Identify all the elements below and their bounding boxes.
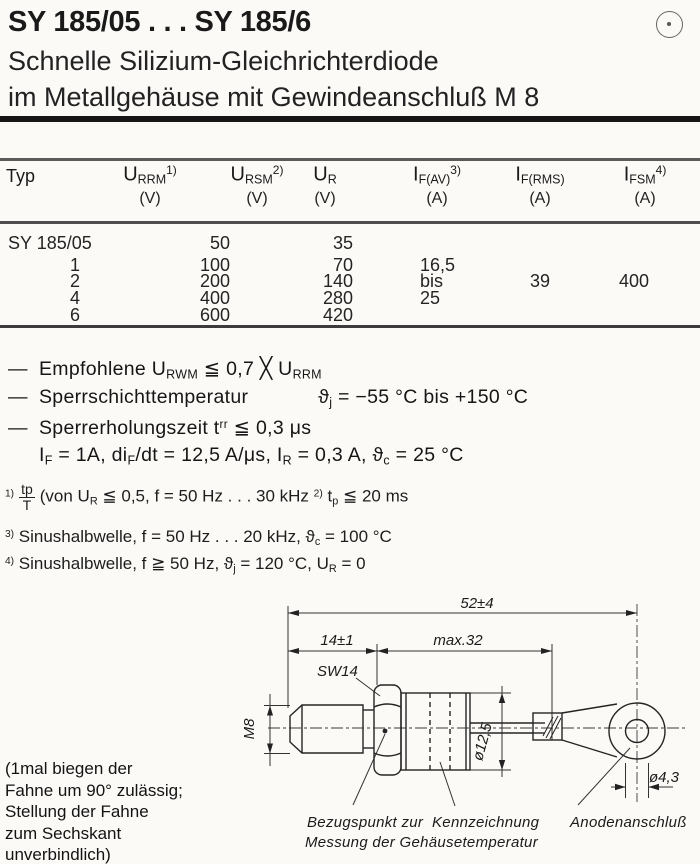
circled-dot-icon — [656, 11, 683, 38]
column-header-urrm — [90, 163, 210, 208]
cell-urrm: 400 — [199, 288, 230, 308]
cell-typ: 6 — [69, 305, 80, 325]
circled-dot-center — [667, 22, 671, 26]
m8-label: M8 — [241, 718, 258, 740]
symbol-urrm: URRM$^{1)}$ — [123, 163, 177, 187]
divider-thick — [0, 116, 700, 122]
unit-urrm: (V) — [139, 189, 161, 207]
unit-ursm: (V) — [246, 189, 268, 207]
note-junction-temperature: — Sperrschichttemperatur ϑj = −55 °C bis +150 °C — [8, 386, 529, 410]
subtitle-line1: Schnelle Silizium-Gleichrichterdiode — [8, 46, 439, 76]
table-header-rule — [0, 221, 700, 224]
dia-125-label: ø12,5 — [469, 721, 496, 763]
flag-taper-top — [562, 704, 617, 713]
symbol-ursm: URSM$^{2)}$ — [230, 163, 284, 187]
column-header-ifav — [377, 163, 497, 208]
note-reverse-recovery: — Sperrerholungszeit $t^{rr}$ ≦ 0,3 μs — [8, 417, 312, 439]
cell-ur: 140 — [322, 271, 353, 291]
dim-max32-label: max.32 — [433, 632, 483, 649]
bend-note-line: Fahne um 90° zulässig; — [5, 780, 183, 800]
note-urwm: — Empfohlene URWM ≦ 0,7 ╳ URRM — [8, 357, 322, 382]
dim-52-label: 52±4 — [460, 595, 494, 612]
cell-ifav: 25 — [420, 288, 441, 308]
column-header-ifsm — [585, 163, 700, 208]
bend-note-line: (1mal biegen der — [5, 759, 133, 778]
table-bottom-rule — [0, 325, 700, 328]
footnote-1: $^{1)}$ $\frac{tp}{T}$ (von UR ≦ 0,5, f = 50 Hz . . . 30 kHz $^{2)}$ tp ≦ 20 ms — [5, 481, 409, 513]
cell-urrm: 600 — [199, 305, 230, 325]
dia-43-label: ø4,3 — [648, 769, 680, 786]
symbol-ur: UR — [313, 163, 337, 187]
unit-ifav: (A) — [426, 189, 448, 207]
flag-taper-bottom — [562, 740, 617, 757]
footnote-4: $^{4)}$ Sinushalbwelle, f ≧ 50 Hz, ϑj = 120 °C, UR = 0 — [5, 554, 366, 576]
hex-nut — [374, 685, 401, 775]
cell-urrm: 200 — [199, 271, 230, 291]
unit-ifsm: (A) — [634, 189, 656, 207]
threaded-stud — [290, 705, 363, 753]
bend-note-line: Stellung der Fahne — [5, 802, 149, 821]
cell-urrm: 100 — [199, 255, 230, 275]
cell-ifav: bis — [420, 271, 444, 291]
sleeve-crimp-hatch — [543, 716, 561, 739]
cell-ifrms: 39 — [529, 271, 551, 291]
page-title: SY 185/05 . . . SY 185/6 — [8, 6, 311, 38]
footnote-3: $^{3)}$ Sinushalbwelle, f = 50 Hz . . . 20 kHz, ϑc = 100 °C — [5, 527, 392, 549]
hex-nut-facet-bottom — [374, 753, 401, 756]
bend-note-line: unverbindlich) — [5, 845, 111, 864]
cell-typ: SY 185/05 — [8, 233, 92, 253]
unit-ur: (V) — [314, 189, 336, 207]
symbol-ifsm: IFSM$^{4)}$ — [623, 163, 667, 187]
cell-ur: 35 — [332, 233, 353, 253]
cell-ifav: 16,5 — [420, 255, 456, 275]
table-top-rule — [0, 158, 700, 161]
bend-note-line: zum Sechskant — [5, 823, 122, 843]
bezugspunkt-label-line1: Bezugspunkt zur — [307, 814, 424, 831]
case-body — [401, 693, 470, 770]
column-header-ifrms — [480, 163, 600, 208]
cell-typ: 1 — [69, 255, 80, 275]
table-row — [0, 233, 700, 252]
package-outline-drawing — [240, 590, 700, 864]
kennzeichnung-leader — [440, 762, 455, 806]
symbol-ifrms: IF(RMS) — [515, 163, 565, 187]
column-header-ur — [265, 163, 385, 208]
anode-leader — [578, 748, 630, 805]
kennzeichnung-label: Kennzeichnung — [432, 814, 540, 831]
subtitle-line2: im Metallgehäuse mit Gewindeanschluß M 8 — [8, 82, 540, 112]
cell-ur: 280 — [322, 288, 353, 308]
reference-point-dot — [383, 729, 388, 734]
sw14-label: SW14 — [317, 663, 358, 680]
note-test-conditions: IF = 1A, diF/dt = 12,5 A/μs, IR = 0,3 A, ϑc = 25 °C — [39, 444, 464, 468]
unit-ifrms: (A) — [529, 189, 551, 207]
cell-ur: 70 — [332, 255, 353, 275]
cell-ifsm: 400 — [618, 271, 650, 291]
table-row — [0, 305, 700, 324]
symbol-ifav: IF(AV)$^{3)}$ — [413, 163, 461, 187]
cell-typ: 2 — [69, 271, 80, 291]
bend-note — [5, 758, 183, 864]
cell-typ: 4 — [69, 288, 80, 308]
bezugspunkt-label-line2: Messung der Gehäusetemperatur — [305, 834, 538, 851]
hex-nut-facet-top — [374, 704, 401, 707]
anode-label: Anodenanschluß — [570, 814, 687, 831]
dim-14-label: 14±1 — [320, 632, 354, 649]
cell-urrm: 50 — [209, 233, 230, 253]
bezugspunkt-leader — [353, 734, 385, 805]
cell-ur: 420 — [322, 305, 353, 325]
column-header-typ: Typ — [6, 166, 36, 186]
